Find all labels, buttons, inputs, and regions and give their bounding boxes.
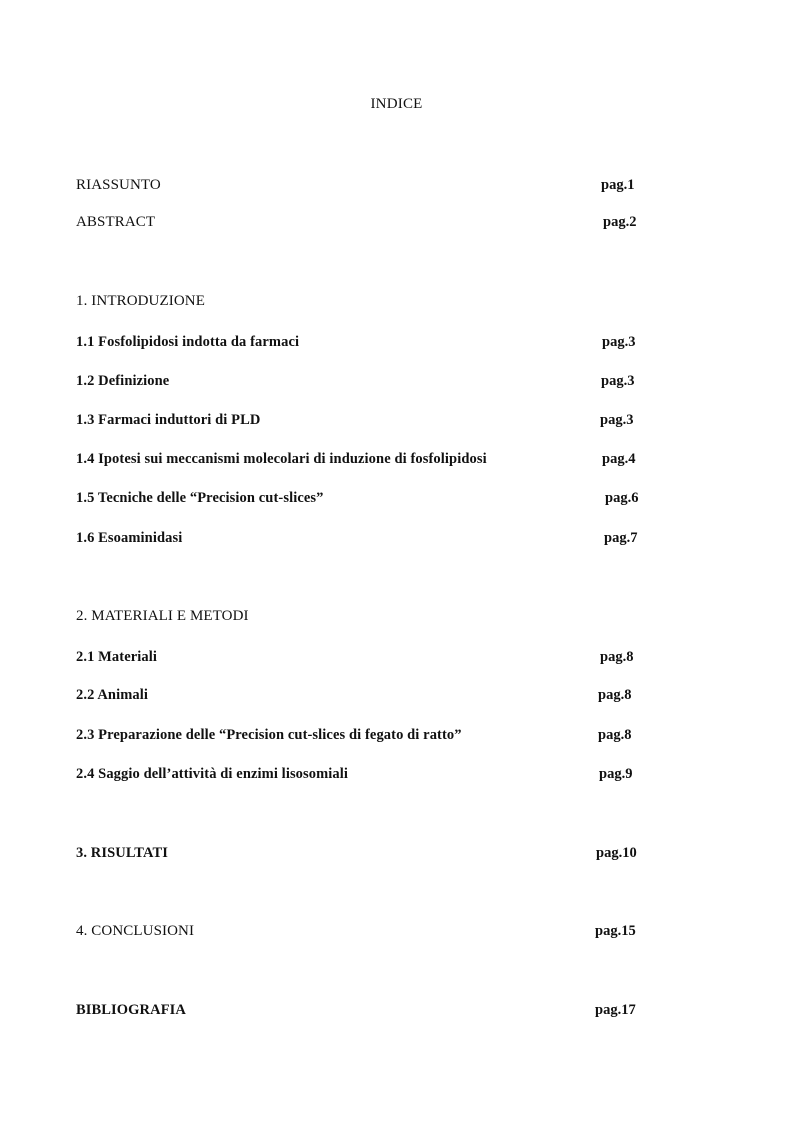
toc-entry-page: pag.1 [601,177,635,193]
toc-section-heading: 1. INTRODUZIONE [76,293,205,309]
toc-entry-label: 1.4 Ipotesi sui meccanismi molecolari di induzione di fosfolipidosi [76,451,487,467]
toc-entry [76,451,646,471]
toc-entry-page: pag.6 [605,490,639,506]
toc-entry [76,490,646,510]
toc-entry-page: pag.4 [602,451,636,467]
toc-section-heading: 2. MATERIALI E METODI [76,608,249,624]
toc-entry [76,412,646,432]
toc-entry-label: 2.4 Saggio dell’attività di enzimi lisosomiali [76,766,349,782]
toc-entry-label: 4. CONCLUSIONI [76,923,195,939]
toc-entry-page: pag.10 [596,845,637,861]
toc-entry [76,727,646,747]
toc-entry [76,687,646,707]
toc-entry [76,530,646,550]
page-title: INDICE [370,96,423,112]
toc-entry-page: pag.2 [603,214,637,230]
toc-entry-page: pag.9 [599,766,633,782]
toc-entry-page: pag.7 [604,530,638,546]
toc-entry-conclusioni [76,923,646,943]
toc-entry-label: 3. RISULTATI [76,845,168,861]
toc-entry-abstract [76,214,646,234]
toc-entry-label: ABSTRACT [76,214,156,230]
toc-entry [76,766,646,786]
toc-entry-bibliografia [76,1002,646,1022]
toc-entry-label: 2.2 Animali [76,687,148,703]
toc-entry-riassunto [76,177,646,197]
toc-entry-label: 1.2 Definizione [76,373,170,389]
toc-entry-label: 1.3 Farmaci induttori di PLD [76,412,261,428]
toc-entry-page: pag.3 [602,334,636,350]
toc-entry-label: BIBLIOGRAFIA [76,1002,186,1018]
toc-entry-risultati [76,845,646,865]
toc-entry-label: 2.3 Preparazione delle “Precision cut-slices di fegato di ratto” [76,727,462,743]
toc-entry-page: pag.8 [600,649,634,665]
toc-entry [76,334,646,354]
toc-entry-label: 1.5 Tecniche delle “Precision cut-slices” [76,490,324,506]
toc-entry [76,649,646,669]
toc-entry-label: 1.6 Esoaminidasi [76,530,183,546]
toc-entry-page: pag.3 [601,373,635,389]
toc-entry-page: pag.15 [595,923,636,939]
toc-entry-label: 1.1 Fosfolipidosi indotta da farmaci [76,334,300,350]
toc-entry-page: pag.17 [595,1002,636,1018]
toc-entry-page: pag.3 [600,412,634,428]
toc-entry-page: pag.8 [598,727,632,743]
toc-entry-page: pag.8 [598,687,632,703]
toc-entry-label: 2.1 Materiali [76,649,158,665]
toc-entry-label: RIASSUNTO [76,177,161,193]
toc-entry [76,373,646,393]
